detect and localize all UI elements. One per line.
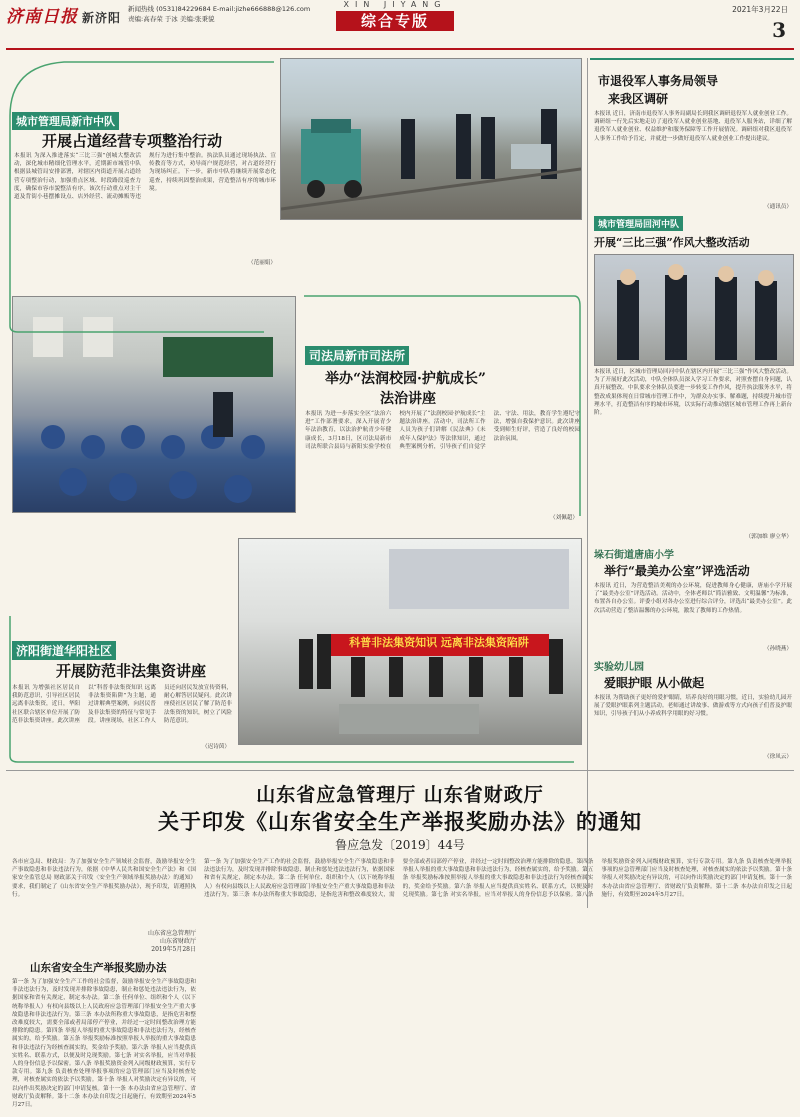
document-top-rule [6, 770, 794, 771]
article5-body: 本报讯 近日，区城市管理局回河中队在辖区内开展“三比三强”作风大整改活动。为了开展好此次活动，中队全体队员深入学习工作要求，对照查摆自身问题，认真开展整改。中队要求全体队员要进一步转变工作作风，提升执法服务水平，将整改成果体现在日常城市管理工作中，为群众办实事、解难题，持续提升城市管理水平，打造整洁有序的城市环境，以实际行动推动辖区城市管理工作再上新台阶。 [594, 369, 792, 417]
masthead-info [128, 4, 310, 24]
article6-title: 举行“最美办公室”评选活动 [604, 564, 750, 578]
article5-title: 开展“三比三强”作风大整改活动 [594, 236, 750, 249]
document-issuer1: 山东省应急管理厅 [147, 930, 196, 937]
article6-kicker: 垛石街道唐庙小学 [594, 550, 674, 561]
article2-signature: （刘佩超） [550, 515, 578, 521]
article2-title-line2: 法治讲座 [380, 391, 436, 407]
document-issue-date: 2019年5月28日 [151, 946, 196, 953]
masthead-info-line2: 责编:高春荣 于冰 美编:张秉貌 [128, 15, 215, 23]
newspaper-logo [6, 2, 121, 27]
article1-badge: 城市管理局新市中队 [12, 112, 119, 130]
edition-name: 新济阳 [82, 11, 122, 25]
article4-signature: （通讯员） [764, 204, 792, 210]
document-body: 第一条 为了加强安全生产工作的社会监督，鼓励举报安全生产事故隐患和非法违法行为，及时发现并排除事故隐患，制止和惩处违法违法行为，依据国家和省有关规定，制定本办法。第二条 任何单位、组织和个人（以下统称举报人）有权向县级以上人民政府应急管理部门举报安全生产重大事故隐患和非法违法行为。第三条 本办法所称重大事故隐患，是指危害和整改难度较大，需要全部或者局部停产停业，并经过一定时间整改治理方能排除的隐患。第四条 举报人举报的重大事故隐患和非法违法行为，经核查属实的，给予奖励。第五条 举报奖励标准按照举报人举报的重大事故隐患和非法违法行为经核查属实的，奖金给予奖励。第六条 举报人应当提供真实姓名、联系方式，以便及时兑现奖励。第七条 对实名举报，应当对举报人的身份信息予以保密。第八条 举报奖励资金列入同级财政预算，实行专款专用。第九条 负责核查处理举报事项的应急管理部门应当及时核查处理，对核查属实的依法予以奖励。第十条 举报人对奖励决定有异议的，可以向作出奖励决定的部门申请复核。第十一条 本办法由省应急管理厅、省财政厅负责解释。第十二条 本办法自印发之日起施行，有效期至2024年5月27日。 [204, 859, 792, 898]
decorative-frame [4, 56, 584, 766]
logo-text: 济南日报 [6, 7, 78, 27]
document-body-col1: 第一条 为了加强安全生产工作的社会监督，鼓励举报安全生产事故隐患和非法违法行为，及时发现并排除事故隐患，制止和惩处违法违法行为，依据国家和省有关规定，制定本办法。第二条 任何单位、组织和个人（以下统称举报人）有权向县级以上人民政府应急管理部门举报安全生产重大事故隐患和非法违法行为。第三条 本办法所称重大事故隐患，是指危害和整改难度较大，需要全部或者局部停产停业，并经过一定时间整改治理方能排除的隐患。第四条 举报人举报的重大事故隐患和非法违法行为，经核查属实的，给予奖励。第五条 举报奖励标准按照举报人举报的重大事故隐患和非法违法行为经核查属实的，奖金给予奖励。第六条 举报人应当提供真实姓名、联系方式，以便及时兑现奖励。第七条 对实名举报，应当对举报人的身份信息予以保密。第八条 举报奖励资金列入同级财政预算，实行专款专用。第九条 负责核查处理举报事项的应急管理部门应当及时核查处理，对核查属实的依法予以奖励。第十条 举报人对奖励决定有异议的，可以向作出奖励决定的部门申请复核。第十一条 本办法由省应急管理厅、省财政厅负责解释。第十二条 本办法自印发之日起施行，有效期至2024年5月27日。 [12, 979, 196, 1109]
right-col-rule [590, 58, 794, 60]
article3-signature: （迟诗茵） [202, 744, 230, 750]
photo-patrol-officers [594, 254, 794, 366]
document-issuer2: 山东省财政厅 [159, 938, 196, 945]
page-number: 3 [772, 18, 786, 42]
article6-body: 本报讯 近日，为营造整洁美观的办公环境，促进教师身心健康，唐庙小学开展了“最美办公室”评选活动。活动中，全体老师以“简洁雅致、文明温馨”为标准，布置各自办公室。评委小组对各办公室进行综合评分，评选出“最美办公室”。此次活动营造了整洁温馨的办公环境，激发了教师的工作热情。 [594, 583, 792, 614]
photo-banner-text: 科普非法集资知识 远离非法集资陷阱 [349, 636, 529, 649]
article1-body: 本报讯 为深入推进落实“三比三强”创城大整改活动，深化城市精细化管理水平，近期新市城管中队根据县城管局安排部署，对辖区内街道开展占道经营专项整治行动，加强重点区域、时段路段巡查力度，确保市容市貌整洁有序。该次行动重点对主干道及背街小巷摆摊设点、店外经营、流动摊贩等违规行为进行集中整治。执法队员通过现场执法、宣传教育等方式，劝导商户规范经营，对占道经营行为现场纠正。下一步，新市中队将继续开展常态化巡查，持续巩固整治成果，营造整洁有序的城市环境。 [14, 153, 276, 201]
article7-title: 爱眼护眼 从小做起 [604, 676, 705, 690]
document-title-line2: 关于印发《山东省安全生产举报奖励办法》的通知 [158, 809, 642, 834]
article6-signature: （孙晓燕） [764, 646, 792, 652]
article5-badge: 城市管理局回河中队 [594, 216, 683, 231]
document-number: 鲁应急发〔2019〕44号 [335, 838, 465, 852]
photo-patrol-officers-art [595, 255, 793, 365]
article4-title-line2: 来我区调研 [608, 92, 669, 106]
article2-body: 本报讯 为进一步落实全区“法治六进”工作部署要求，深入开展青少年法治教育，以法治护航青少年健康成长，3月18日，区司法局新市司法所联合县局与新阳实验学校在校内开展了“法润校园·护航成长”主题法治讲座。活动中，司法所工作人员为孩子们讲解《民法典》《未成年人保护法》等法律知识，通过典型案例分析，引导孩子们自觉学法、守法、用法，教育学生遵纪守法，增强自我保护意识。此次讲座受到师生好评，营造了良好的校园法治氛围。 [305, 411, 580, 450]
document-title-line1: 山东省应急管理厅 山东省财政厅 [256, 784, 544, 806]
article7-signature: （徐凤云） [764, 754, 792, 760]
article4-title: 市退役军人事务局领导 [598, 74, 719, 88]
article3-body: 本报讯 为增强社区居民自我防范意识，引导社区居民远离非法集资，近日，华阳社区联合辖区单位开展了防范非法集资讲座。此次讲座以“科普非法集资知识 远离非法集资陷阱”为主题，通过讲解典型案例，向居民普及非法集资的特征与常见手段。讲座现场，社区工作人员还向居民发放宣传资料，耐心解答居民疑问。此次讲座使社区居民了解了防范非法集资的知识，树立了风险防范意识。 [12, 685, 232, 724]
section-header [300, 0, 490, 31]
document-intro: 各市应急局、财政局：为了加强安全生产领域社会监督，鼓励举报安全生产事故隐患和非法违法行为，依据《中华人民共和国安全生产法》和《国家安全监管总局 财政部关于印发〈安全生产领域举报奖励办法〉的通知》要求，我们制定了《山东省安全生产举报奖励办法》，现予印发，请遵照执行。 [12, 859, 196, 898]
issue-date: 2021年3月22日 [732, 5, 788, 14]
article5-signature: （郭加维 廖立华） [745, 534, 792, 540]
article1-signature: （范丽娟） [248, 260, 276, 266]
document-subtitle: 山东省安全生产举报奖励办法 [30, 962, 167, 974]
article7-kicker: 实验幼儿园 [594, 662, 644, 673]
masthead-info-line1: 新闻热线 (0531)84229684 E-mail:jizhe666888@126.com [128, 5, 311, 13]
section-banner: 综合专版 [336, 11, 454, 31]
document-issuers [12, 930, 196, 954]
masthead-rule [6, 48, 794, 50]
section-pinyin: XIN JIYANG [343, 0, 447, 9]
article3-badge: 济阳街道华阳社区 [12, 641, 116, 660]
article1-title: 开展占道经营专项整治行动 [42, 132, 223, 150]
article7-body: 本报讯 为帮助孩子更好的爱护眼睛，培养良好的用眼习惯，近日，实验幼儿园开展了爱眼护眼系列主题活动。老师通过讲故事、做游戏等方式向孩子们普及护眼知识，引导孩子们从小养成科学用眼的好习惯。 [594, 695, 792, 718]
article3-title: 开展防范非法集资讲座 [56, 662, 207, 680]
article4-body: 本报讯 近日，济南市退役军人事务局副局长到我区调研退役军人就业创业工作。调研组一行先后实地走访了退役军人就业创业基地、退役军人服务站，详细了解退役军人就业创业、权益维护和服务保障等工作开展情况。调研组对我区退役军人事务工作给予肯定，并就进一步做好退役军人就业创业工作提出建议。 [594, 111, 792, 142]
article2-title: 举办“法润校园·护航成长” [325, 371, 486, 387]
article2-badge: 司法局新市司法所 [305, 346, 409, 365]
